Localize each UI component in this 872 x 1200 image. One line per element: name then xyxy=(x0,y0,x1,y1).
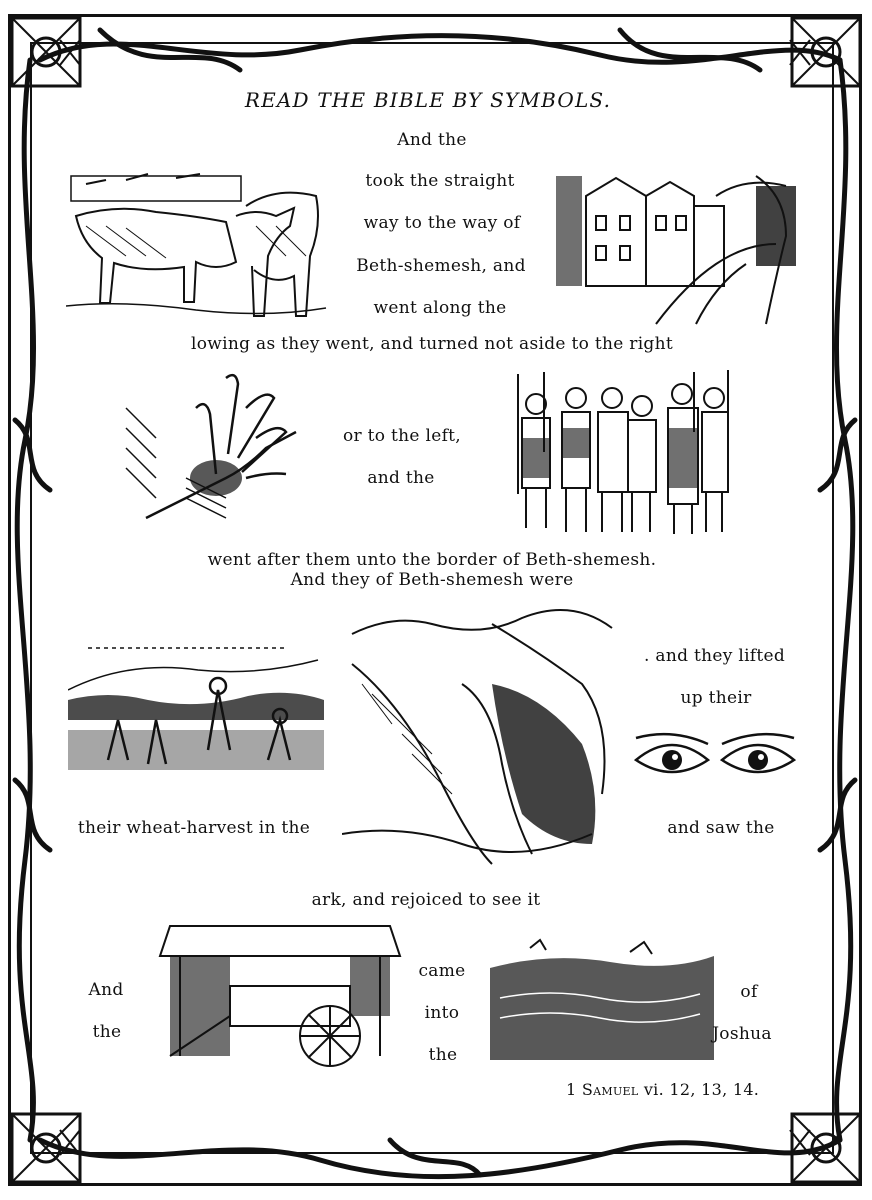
reference-chapter: vi. xyxy=(638,1080,670,1099)
corner-ornament-icon xyxy=(790,16,862,88)
text-line: came xyxy=(418,961,466,981)
text-line: or to the left, xyxy=(342,426,462,446)
valley-illustration-icon xyxy=(342,604,620,868)
right-hand-illustration-icon xyxy=(116,368,306,540)
text-line: the xyxy=(428,1045,458,1065)
text-line: their wheat-harvest in the xyxy=(77,818,311,838)
text-line: Beth-shemesh, and xyxy=(356,256,526,276)
reference-verses: 12, 13, 14. xyxy=(669,1080,760,1099)
page-title: READ THE BIBLE BY SYMBOLS. xyxy=(244,88,612,112)
text-line: and saw the xyxy=(667,818,775,838)
corner-ornament-icon xyxy=(10,16,82,88)
eyes-illustration-icon xyxy=(630,728,800,784)
scripture-reference xyxy=(566,1080,759,1099)
field-illustration-icon xyxy=(490,938,714,1066)
text-line: And they of Beth-shemesh were xyxy=(290,570,574,590)
cows-illustration-icon xyxy=(66,156,328,328)
village-illustration-icon xyxy=(556,156,800,326)
text-line: took the straight xyxy=(365,171,515,191)
text-line: of xyxy=(740,982,758,1002)
corner-ornament-icon xyxy=(10,1112,82,1184)
reference-book: Samuel xyxy=(581,1080,639,1099)
text-line: way to the way of xyxy=(363,213,521,233)
text-line: And xyxy=(88,980,124,1000)
text-line: And the xyxy=(397,130,467,150)
text-line: into xyxy=(424,1003,460,1023)
text-line: and the xyxy=(367,468,435,488)
text-line: ark, and rejoiced to see it xyxy=(311,890,541,910)
text-line: went after them unto the border of Beth-shemesh. xyxy=(207,550,657,570)
text-line: went along the xyxy=(373,298,507,318)
corner-ornament-icon xyxy=(790,1112,862,1184)
text-line: up their xyxy=(680,688,752,708)
text-line: the xyxy=(92,1022,122,1042)
reapers-illustration-icon xyxy=(68,640,324,786)
text-line: . and they lifted xyxy=(644,646,786,666)
cart-illustration-icon xyxy=(150,916,404,1072)
text-line: Joshua xyxy=(712,1024,772,1044)
reference-prefix: 1 xyxy=(566,1080,582,1099)
lords-illustration-icon xyxy=(498,368,746,544)
text-line: lowing as they went, and turned not aside to the right xyxy=(191,334,673,354)
